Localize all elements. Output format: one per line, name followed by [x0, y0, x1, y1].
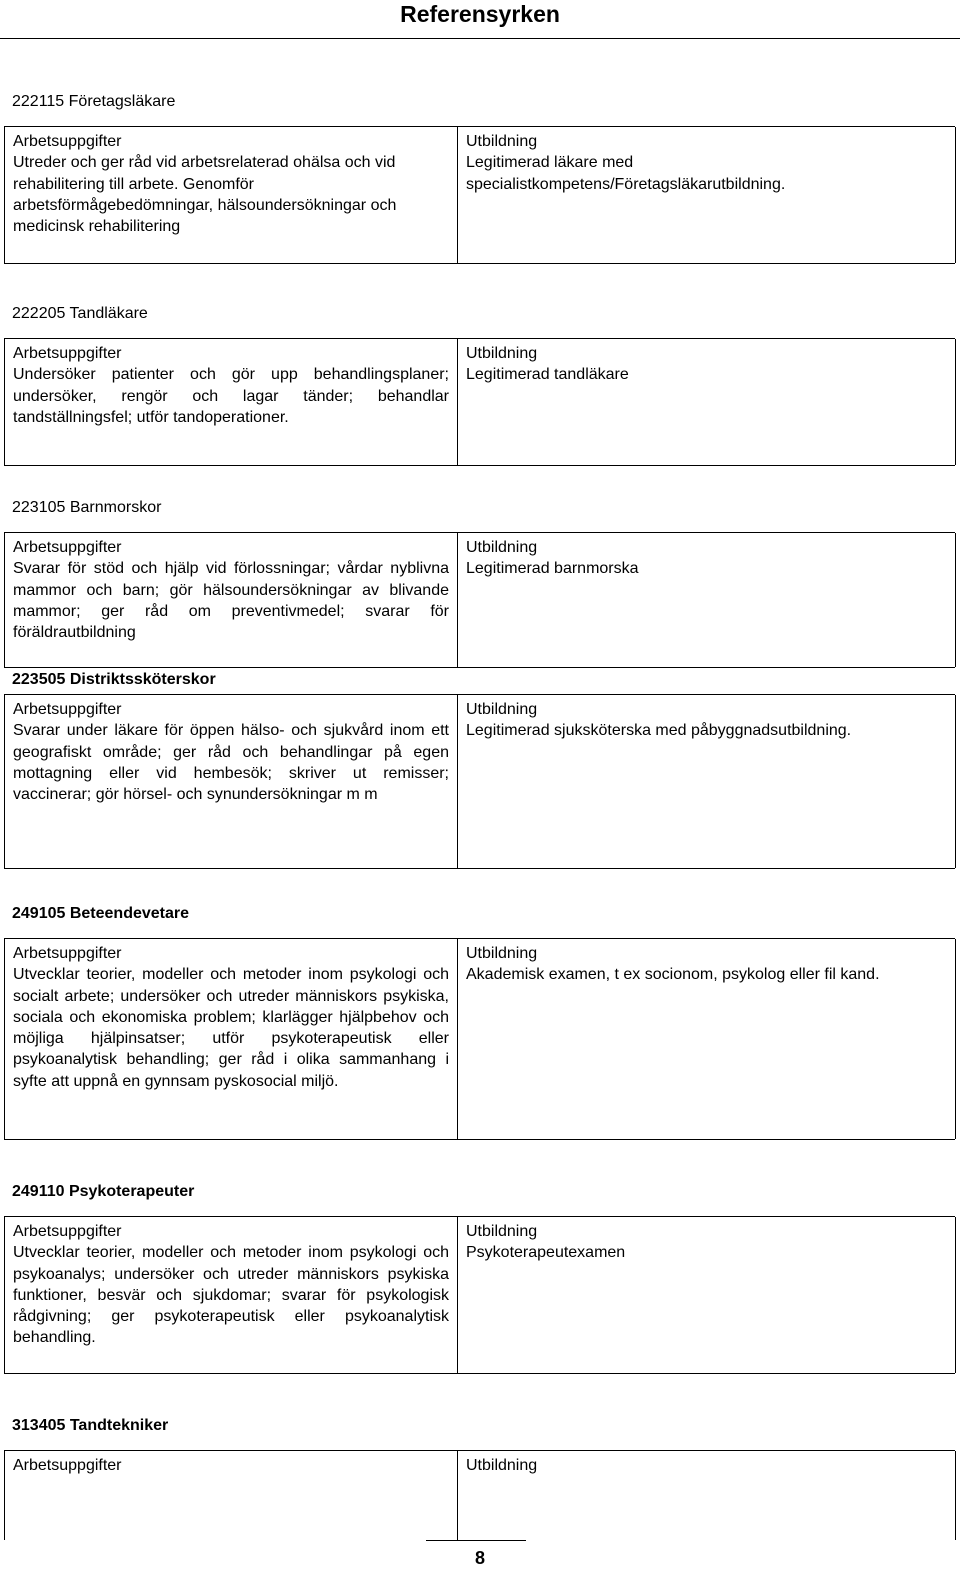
tasks-cell — [5, 339, 458, 465]
education-label: Utbildning — [466, 945, 538, 962]
occupation-table — [4, 338, 955, 466]
education-cell — [458, 339, 956, 465]
tasks-cell — [5, 695, 458, 868]
tasks-label: Arbetsuppgifter — [13, 539, 122, 556]
education-text: Legitimerad läkare med specialistkompetens/Företagsläkarutbildning. — [466, 154, 786, 193]
education-label: Utbildning — [466, 1223, 538, 1240]
education-label: Utbildning — [466, 1457, 538, 1474]
tasks-label: Arbetsuppgifter — [13, 945, 122, 962]
education-text: Akademisk examen, t ex socionom, psykolog eller fil kand. — [466, 966, 880, 984]
tasks-label: Arbetsuppgifter — [13, 701, 122, 718]
occupation-heading: 223505 Distriktssköterskor — [12, 671, 216, 688]
footer-divider — [426, 1540, 526, 1541]
education-cell — [458, 127, 956, 263]
occupation-table — [4, 532, 955, 668]
tasks-text: Utvecklar teorier, modeller och metoder inom psykologi och psykoanalys; undersöker och utreder människors psykiska funktioner, besvär och sjukdomar; svarar för psykologisk rådgivning; ger psykoterapeutisk eller psykoanalytisk behandling. — [13, 1244, 449, 1347]
tasks-text: Svarar för stöd och hjälp vid förlossningar; vårdar nyblivna mammor och barn; gör hälsoundersökningar av blivande mammor; ger råd om preventivmedel; svarar för föräldrautbildning — [13, 560, 449, 642]
education-label: Utbildning — [466, 701, 538, 718]
occupation-heading: 249105 Beteendevetare — [12, 905, 190, 922]
tasks-text: Utvecklar teorier, modeller och metoder inom psykologi och socialt arbete; undersöker och utreder människors psykiska, sociala och ekonomiska problem; klarlägger hjälpbehov och möjliga hjälpinsatser; utför psykoterapeutisk eller psykoanalytisk behandling; ger råd i olika sammanhang i syfte att uppnå en gynnsam pyskosocial miljö. — [13, 966, 449, 1090]
tasks-label: Arbetsuppgifter — [13, 345, 122, 362]
tasks-label: Arbetsuppgifter — [13, 133, 122, 150]
page-number: 8 — [474, 1548, 485, 1568]
education-cell — [458, 1451, 956, 1540]
tasks-text: Utreder och ger råd vid arbetsrelaterad ohälsa och vid rehabilitering till arbete. Genomför arbetsförmågebedömningar, hälsoundersökningar och medicinsk rehabilitering — [13, 154, 397, 236]
page-header — [0, 0, 960, 39]
tasks-label: Arbetsuppgifter — [13, 1223, 122, 1240]
education-text: Psykoterapeutexamen — [466, 1244, 626, 1262]
tasks-cell — [5, 533, 458, 667]
occupation-heading: 222115 Företagsläkare — [12, 93, 176, 110]
occupation-table — [4, 1450, 955, 1540]
occupation-table — [4, 126, 955, 264]
tasks-text: Undersöker patienter och gör upp behandlingsplaner; undersöker, rengör och lagar tänder; behandlar tandställningsfel; utför tandoperationer. — [13, 366, 449, 426]
tasks-cell — [5, 1451, 458, 1540]
tasks-cell — [5, 127, 458, 263]
education-cell — [458, 695, 956, 868]
occupation-table — [4, 694, 955, 869]
tasks-cell — [5, 939, 458, 1139]
page-title: Referensyrken — [400, 1, 560, 27]
education-text: Legitimerad barnmorska — [466, 560, 639, 578]
occupation-heading: 222205 Tandläkare — [12, 305, 148, 322]
occupation-table — [4, 1216, 955, 1374]
occupation-heading: 223105 Barnmorskor — [12, 499, 162, 516]
education-label: Utbildning — [466, 345, 538, 362]
tasks-text: Svarar under läkare för öppen hälso- och sjukvård inom ett geografiskt område; ger råd och behandlingar på egen mottagning eller vid hembesök; skriver ut remisser; vaccinerar; gör hörsel- och synundersökningar m m — [13, 722, 449, 804]
tasks-cell — [5, 1217, 458, 1373]
education-text: Legitimerad tandläkare — [466, 366, 629, 384]
education-cell — [458, 1217, 956, 1373]
tasks-label: Arbetsuppgifter — [13, 1457, 122, 1474]
education-cell — [458, 939, 956, 1139]
occupation-heading: 249110 Psykoterapeuter — [12, 1183, 195, 1200]
education-label: Utbildning — [466, 539, 538, 556]
education-label: Utbildning — [466, 133, 538, 150]
education-cell — [458, 533, 956, 667]
education-text: Legitimerad sjuksköterska med påbyggnadsutbildning. — [466, 722, 852, 740]
occupation-table — [4, 938, 955, 1140]
occupation-heading: 313405 Tandtekniker — [12, 1417, 169, 1434]
